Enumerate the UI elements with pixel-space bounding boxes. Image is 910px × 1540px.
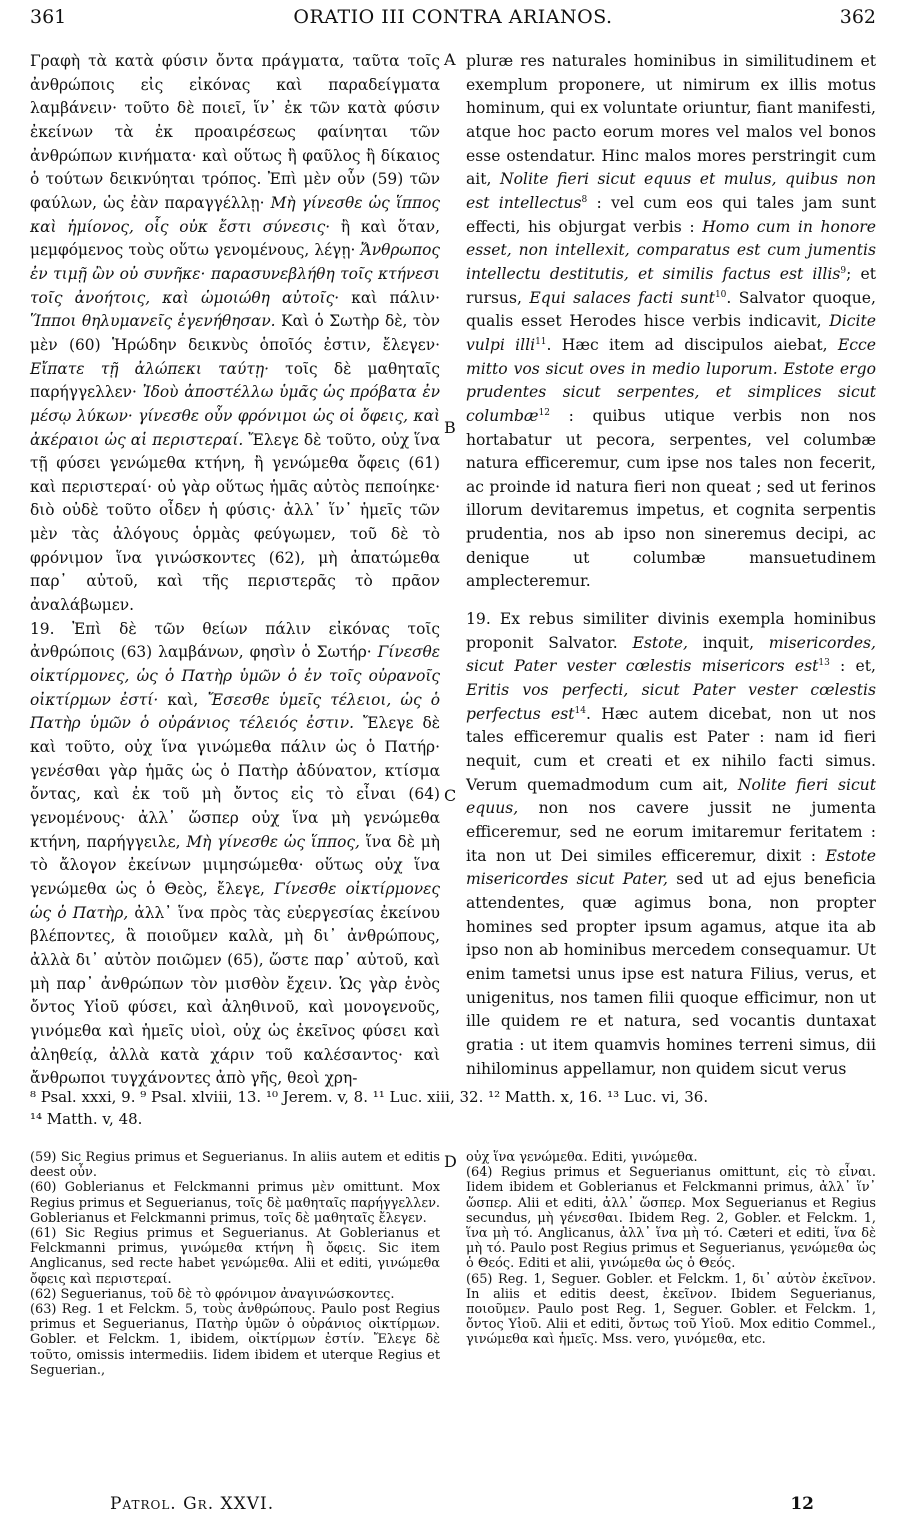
- section-marker-d: D: [444, 1152, 457, 1171]
- critical-notes-left: [30, 1150, 440, 1378]
- scripture-references: [30, 1086, 876, 1130]
- note-65: (65) Reg. 1, Seguer. Gobler. et Felckm. 1, δι᾽ αὐτὸν ἐκεῖνον. In aliis et editis deest, ἐκεῖνον. Ibidem Seguerianus, ποιοῦμεν. Paulo post Reg. 1, Seguer. Gobler. et Felckm. 1, ὄντος Υἱοῦ. Alii et editi, ὄντως τοῦ Υἱοῦ. Mox editio Commel., γινώμεθα καὶ ἡμεῖς. Mss. vero, γινόμεθα, etc.: [466, 1271, 876, 1348]
- latin-paragraph-19: 19. Ex rebus similiter divinis exempla hominibus proponit Salvator. Estote, inquit, misericordes, sicut Pater vester cœlestis misericors est$^{13}$ : et, Eritis vos perfecti, sicut Pater vester cœlestis perfectus est$^{14}$. Hæc autem dicebat, non ut nos tales efficeremur qualis est Pater : nam id fieri nequit, cum et creati et ex nihilo facti simus. Verum quemadmodum cum ait, Nolite fieri sicut equus, non nos cavere jussit ne jumenta efficeremur, sed ne eorum imitaremur feritatem : ita non ut Dei similes efficeremur, dixit : Estote misericordes sicut Pater, sed ut ad ejus beneficia attendentes, quæ agimus bona, non propter homines sed propter ipsum agamus, atque ita ab ipso non ab hominibus mercedem consequamur. Ut enim tametsi unus ipse est natura Filius, verus, et unigenitus, nos tamen filii quoque efficimur, non ut ille quidem re et natura, sed vocantis duntaxat gratia : ut item quamvis homines terreni simus, dii nihilominus appellamur, non quidem sicut verus: [466, 610, 877, 1078]
- latin-paragraph-18: pluræ res naturales hominibus in similitudinem et exemplum proponere, ut nimirum ex illis motus hominum, qui ex voluntate oriuntur, fiant manifesti, atque hoc pacto eorum mores vel malos vel bonos esse ostendatur. Hinc malos mores perstringit cum ait, Nolite fieri sicut equus et mulus, quibus non est intellectus$^8$ : vel cum eos qui tales jam sunt effecti, his objurgat verbis : Homo cum in honore esset, non intellexit, comparatus est cum jumentis intellectu destitutis, et similis factus est illis$^9$; et rursus, Equi salaces facti sunt$^{10}$. Salvator quoque, qualis esset Herodes hisce verbis indicavit, Dicite vulpi illi$^{11}$. Hæc item ad discipulos aiebat, Ecce mitto vos sicut oves in medio luporum. Estote ergo prudentes sicut serpentes, et simplices sicut columbæ$^{12}$ : quibus utique verbis non nos hortabatur ut pecora, serpentes, vel columbæ natura efficeremur, cum ipse nos tales non fecerit, ac proinde id natura fieri non queat ; sed ut ferinos illorum devitaremus impetus, et cognita serpentis prudentia, nos ab ipso non sineremus decipi, ac denique ut columbæ mansuetudinem amplecteremur.: [466, 52, 877, 591]
- references-line-1: ⁸ Psal. xxxi, 9. ⁹ Psal. xlviii, 13. ¹⁰ Jerem. v, 8. ¹¹ Luc. xiii, 32. ¹² Matth. x, 16. ¹³ Luc. vi, 36.: [30, 1088, 709, 1106]
- note-59: (59) Sic Regius primus et Seguerianus. In aliis autem et editis deest οὖν.: [30, 1150, 440, 1181]
- greek-paragraph-18: Γραφὴ τὰ κατὰ φύσιν ὄντα πράγματα, ταῦτα τοῖς ἀνθρώποις εἰς εἰκόνας καὶ παραδείγματα λαμβάνειν· τοῦτο δὲ ποιεῖ, ἵν᾽ ἐκ τῶν κατὰ φύσιν ἐκείνων τὰ ἐκ προαιρέσεως φαίνηται τῶν ἀνθρώπων κινήματα· καὶ οὕτως ἢ φαῦλος ἢ δίκαιος ὁ τούτων δεικνύηται τρόπος. Ἐπὶ μὲν οὖν (59) τῶν φαύλων, ὡς ἐὰν παραγγέλλῃ· Μὴ γίνεσθε ὡς ἵππος καὶ ἡμίονος, οἷς οὐκ ἔστι σύνεσις· ἢ καὶ ὅταν, μεμφόμενος τοὺς οὕτω γενομένους, λέγῃ· Ἄνθρωπος ἐν τιμῇ ὢν οὐ συνῆκε· παρασυνεβλήθη τοῖς κτήνεσι τοῖς ἀνοήτοις, καὶ ὡμοιώθη αὐτοῖς· καὶ πάλιν· Ἵπποι θηλυμανεῖς ἐγενήθησαν. Καὶ ὁ Σωτὴρ δὲ, τὸν μὲν (60) Ἡρώδην δεικνὺς ὁποῖός ἐστιν, ἔλεγεν· Εἴπατε τῇ ἀλώπεκι ταύτῃ· τοῖς δὲ μαθηταῖς παρήγγελλεν· Ἰδοὺ ἀποστέλλω ὑμᾶς ὡς πρόβατα ἐν μέσῳ λύκων· γίνεσθε οὖν φρόνιμοι ὡς οἱ ὄφεις, καὶ ἀκέραιοι ὡς αἱ περιστεραί. Ἔλεγε δὲ τοῦτο, οὐχ ἵνα τῇ φύσει γενώμεθα κτήνη, ἢ γενώμεθα ὄφεις (61) καὶ περιστεραί· οὐ γὰρ οὕτως ἡμᾶς αὐτὸς πεποίηκε· διὸ οὐδὲ τοῦτο οἶδεν ἡ φύσις· ἀλλ᾽ ἵν᾽ ἡμεῖς τῶν μὲν τὰς ἀλόγους ὁρμὰς φεύγωμεν, τοῦ δὲ τὸ φρόνιμον ἵνα γινώσκοντες (62), μὴ ἀπατώμεθα παρ᾽ αὐτοῦ, καὶ τῆς περιστερᾶς τὸ πρᾶον ἀναλάβωμεν.: [30, 52, 441, 615]
- page-number-left: 361: [30, 6, 67, 28]
- note-62: (62) Seguerianus, τοῦ δὲ τὸ φρόνιμον ἀναγινώσκοντες.: [30, 1286, 395, 1302]
- greek-column: [30, 50, 440, 1091]
- latin-column: [466, 50, 876, 1081]
- note-61: (61) Sic Regius primus et Seguerianus. At Goblerianus et Felckmanni primus, γινώμεθα κτήνη ἢ ὄφεις. Sic item Anglicanus, sed recte habet γενώμεθα. Alii et editi, γινώμεθα ὄφεις καὶ περιστεραί.: [30, 1226, 440, 1287]
- page-footer: [30, 1494, 876, 1524]
- gathering-number: 12: [790, 1494, 814, 1514]
- note-63-continued: οὐχ ἵνα γενώμεθα. Editi, γινώμεθα.: [466, 1150, 698, 1165]
- volume-signature: Patrol. Gr. XXVI.: [110, 1494, 275, 1514]
- section-marker-c: C: [444, 786, 457, 805]
- section-marker-a: A: [444, 50, 456, 69]
- running-title: ORATIO III CONTRA ARIANOS.: [293, 6, 613, 28]
- note-60: (60) Goblerianus et Felckmanni primus μὲν omittunt. Mox Regius primus et Seguerianus, τοῖς δὲ μαθηταῖς παρήγγελλεν. Goblerianus et Felckmanni primus, τοῖς δὲ μαθηταῖς ἔλεγεν.: [30, 1180, 440, 1226]
- references-line-2: ¹⁴ Matth. v, 48.: [30, 1110, 143, 1128]
- greek-paragraph-19: 19. Ἐπὶ δὲ τῶν θείων πάλιν εἰκόνας τοῖς ἀνθρώποις (63) λαμβάνων, φησὶν ὁ Σωτήρ· Γίνεσθε οἰκτίρμονες, ὡς ὁ Πατὴρ ὑμῶν ὁ ἐν τοῖς οὐρανοῖς οἰκτίρμων ἐστί· καὶ, Ἔσεσθε ὑμεῖς τέλειοι, ὡς ὁ Πατὴρ ὑμῶν ὁ οὐράνιος τέλειός ἐστιν. Ἔλεγε δὲ καὶ τοῦτο, οὐχ ἵνα γινώμεθα πάλιν ὡς ὁ Πατήρ· γενέσθαι γὰρ ἡμᾶς ὡς ὁ Πατὴρ ἀδύνατον, κτίσμα ὄντας, καὶ ἐκ τοῦ μὴ ὄντος εἰς τὸ εἶναι (64) γενομένους· ἀλλ᾽ ὥσπερ οὐχ ἵνα μὴ γενώμεθα κτήνη, παρήγγειλε, Μὴ γίνεσθε ὡς ἵππος, ἵνα δὲ μὴ τὸ ἄλογον ἐκείνων μιμησώμεθα· οὕτως οὐχ ἵνα γενώμεθα ὡς ὁ Θεὸς, ἔλεγε, Γίνεσθε οἰκτίρμονες ὡς ὁ Πατὴρ, ἀλλ᾽ ἵνα πρὸς τὰς εὐεργεσίας ἐκείνου βλέποντες, ἃ ποιοῦμεν καλὰ, μὴ δι᾽ ἀνθρώπους, ἀλλὰ δι᾽ αὐτὸν ποιῶμεν (65), ὥστε παρ᾽ αὐτοῦ, καὶ μὴ παρ᾽ ἀνθρώπων τὸν μισθὸν ἔχειν. Ὡς γὰρ ἑνὸς ὄντος Υἱοῦ φύσει, καὶ ἀληθινοῦ, καὶ μονογενοῦς, γινόμεθα καὶ ἡμεῖς υἱοὶ, οὐχ ὡς ἐκεῖνος φύσει καὶ ἀληθείᾳ, ἀλλὰ κατὰ χάριν τοῦ καλέσαντος· καὶ ἄνθρωποι τυγχάνοντες ἀπὸ γῆς, θεοὶ χρη-: [30, 619, 440, 1088]
- note-64: (64) Regius primus et Seguerianus omittunt, εἰς τὸ εἶναι. Iidem ibidem et Goblerianus et Felckmanni primus, ἀλλ᾽ ἵν᾽ ὥσπερ. Alii et editi, ἀλλ᾽ ὥσπερ. Mox Seguerianus et Regius secundus, μὴ γένεσθαι. Ibidem Reg. 2, Gobler. et Felckm. 1, ἵνα μὴ τό. Anglicanus, ἀλλ᾽ ἵνα μὴ τό. Cæteri et editi, ἵνα δὲ μὴ τό. Paulo post Regius primus et Seguerianus, γενώμεθα ὡς ὁ Θεός. Editi et alii, γινώμεθα ὡς ὁ Θεός.: [466, 1165, 876, 1272]
- paragraph-gap: [466, 594, 876, 608]
- section-marker-b: B: [444, 418, 456, 437]
- note-63: (63) Reg. 1 et Felckm. 5, τοὺς ἀνθρώπους. Paulo post Regius primus et Seguerianus, Πατὴρ ὑμῶν ὁ οὐράνιος οἰκτίρμων. Gobler. et Felckm. 1, ibidem, οἰκτίρμων ἐστίν. Ἔλεγε δὲ τοῦτο, omissis intermediis. Iidem ibidem et uterque Regius et Seguerian.,: [30, 1302, 440, 1378]
- page-number-right: 362: [839, 6, 876, 28]
- running-header: [30, 6, 876, 36]
- critical-notes-right: [466, 1150, 876, 1348]
